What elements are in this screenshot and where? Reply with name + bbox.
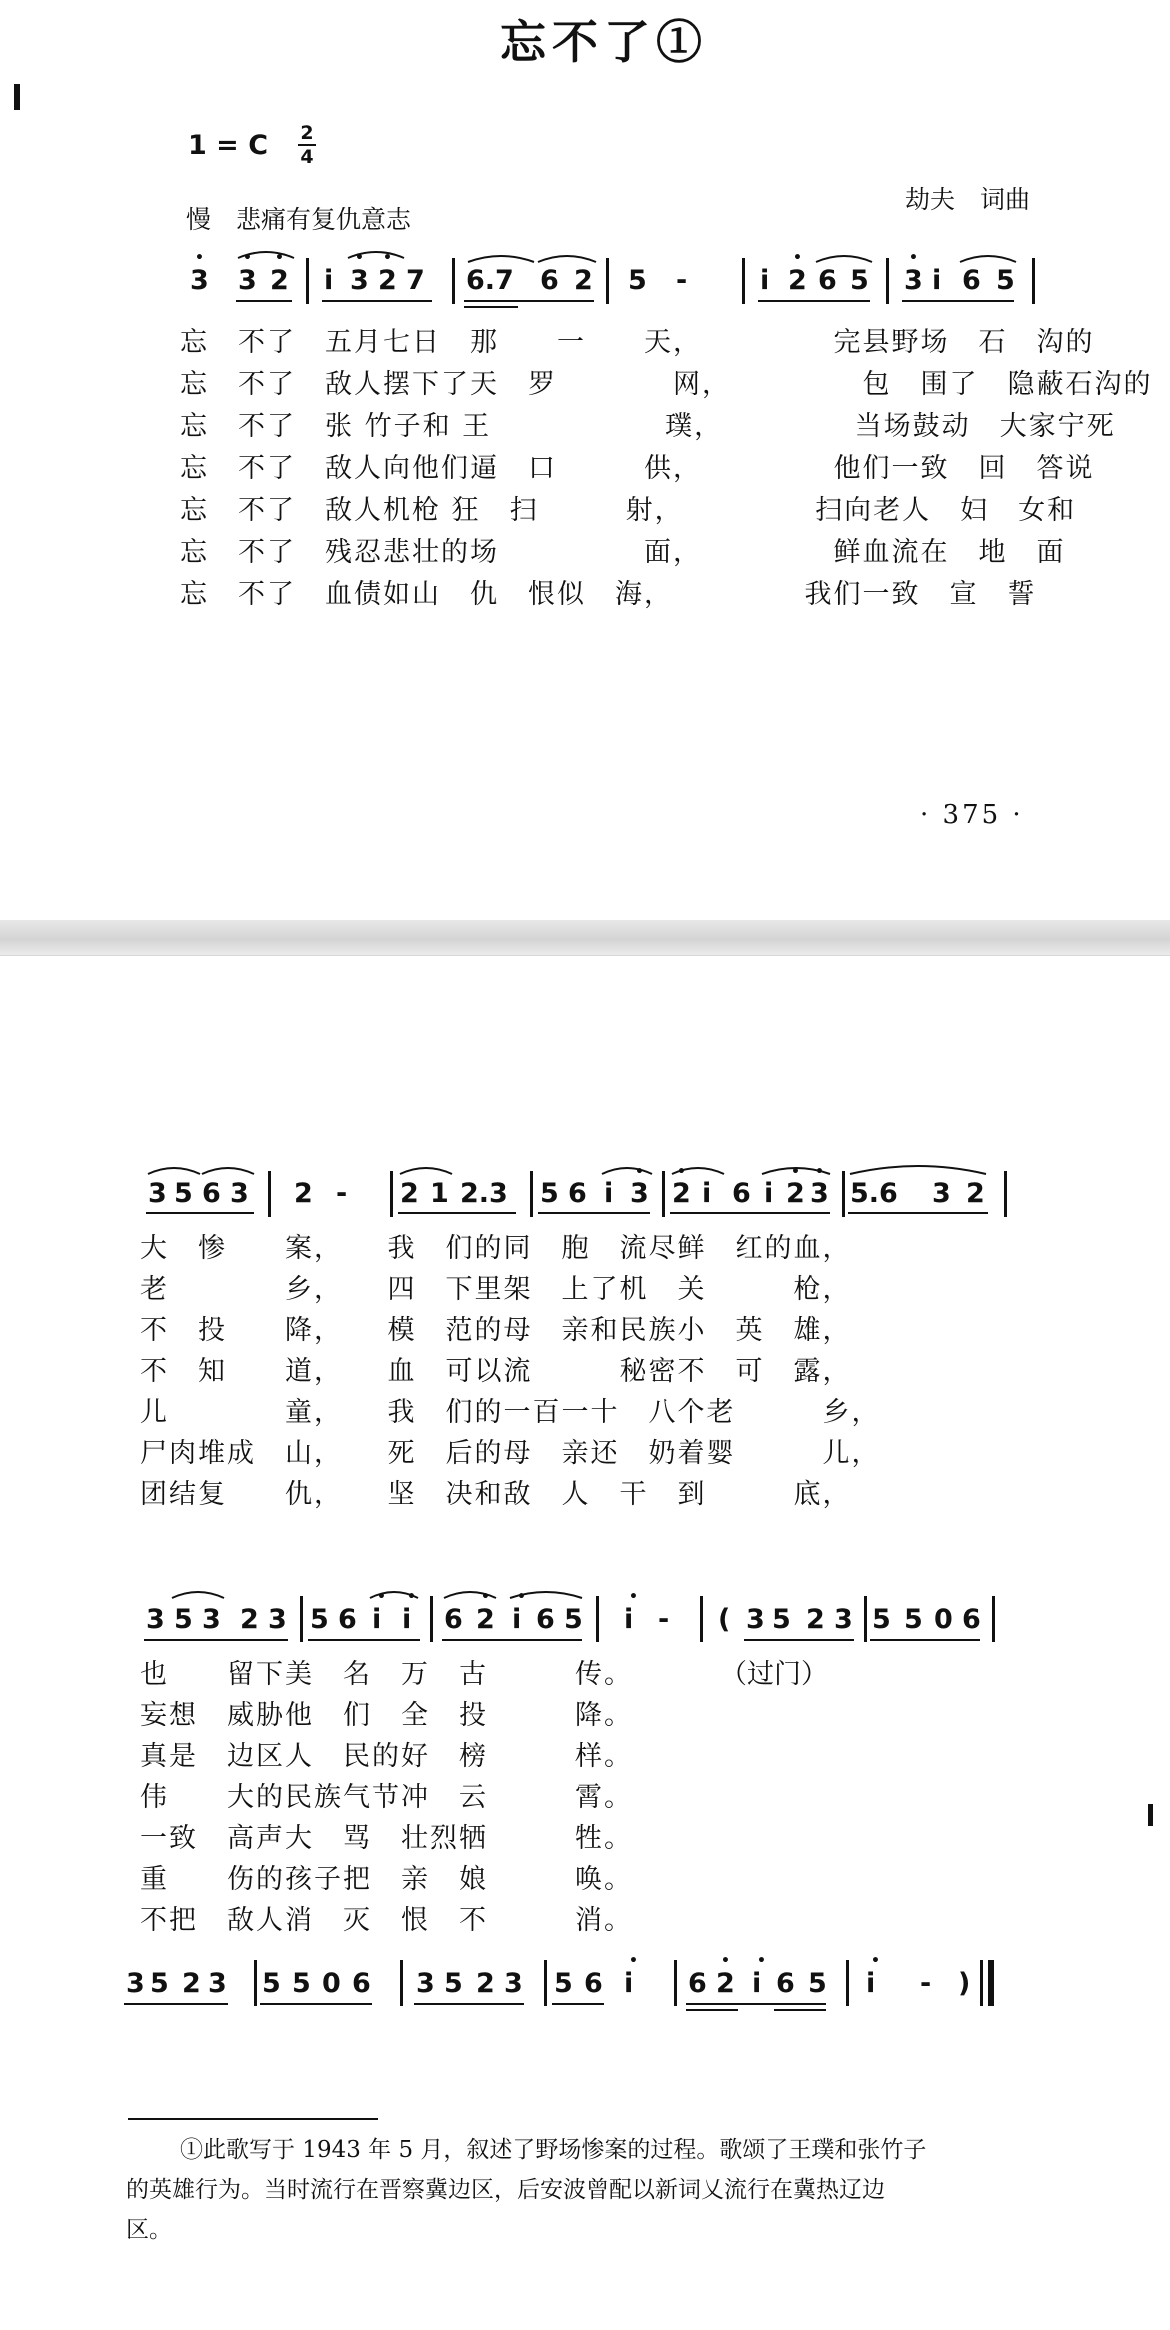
note: 6: [818, 265, 837, 296]
note: 3: [148, 1178, 167, 1209]
note: 7: [406, 265, 425, 296]
note: 5: [554, 1968, 573, 1999]
slur: [536, 250, 598, 264]
beam-line: [464, 300, 594, 302]
note: 6: [444, 1604, 463, 1635]
note: 0: [322, 1968, 341, 1999]
note: 3: [630, 1178, 649, 1209]
note: 3: [504, 1968, 523, 1999]
beam-line: [414, 2003, 524, 2005]
footnote-line-3: 区。: [126, 2217, 172, 2243]
beam-line: [758, 300, 870, 302]
octave-dot: •: [793, 250, 802, 266]
note: (: [718, 1604, 731, 1635]
note: 0: [934, 1604, 953, 1635]
octave-dot: •: [243, 250, 252, 266]
note: 6: [536, 1604, 555, 1635]
time-signature-top: 2: [300, 122, 314, 144]
barline: [400, 1960, 403, 2006]
note: 2: [378, 265, 397, 296]
lyric-line-1: 大 惨 案， 我 们的同 胞 流尽鲜 红的血，: [140, 1233, 852, 1264]
note: i: [324, 265, 334, 296]
octave-dot: •: [629, 1953, 638, 1969]
note: i: [372, 1604, 382, 1635]
note: 2: [240, 1604, 259, 1635]
note: 5.6: [850, 1178, 898, 1209]
barline: [306, 258, 309, 304]
lyric-line-4: 不 知 道， 血 可以流 秘密不 可 露，: [140, 1356, 852, 1387]
note: 5: [904, 1604, 923, 1635]
octave-dot: •: [815, 1164, 824, 1180]
note: 5: [444, 1968, 463, 1999]
lyric-line-3: 真是 边区人 民的好 榜 样。: [140, 1741, 633, 1772]
lyric-line-2: 忘 不了 敌人摆下了天 罗 网， 包 围了 隐蔽石沟的: [180, 369, 1153, 400]
footnote-line-1: ①此歌写于 1943 年 5 月，叙述了野场惨案的过程。歌颂了王璞和张竹子: [180, 2137, 927, 2163]
key-signature: 1 = C: [188, 130, 269, 161]
note: 3: [810, 1178, 829, 1209]
lyric-line-1: 忘 不了 五月七日 那 一 天， 完县野场 石 沟的: [180, 327, 1095, 358]
note: 3: [932, 1178, 951, 1209]
barline: [674, 1960, 677, 2006]
lyric-line-6: 重 伤的孩子把 亲 娘 唤。: [140, 1864, 633, 1895]
note: 6: [962, 1604, 981, 1635]
note: 2: [294, 1178, 313, 1209]
final-barline: [988, 1960, 994, 2006]
note: 6: [732, 1178, 751, 1209]
note: i: [402, 1604, 412, 1635]
note: 2: [806, 1604, 825, 1635]
tempo-marking: 慢 悲痛有复仇意志: [186, 205, 412, 234]
note: 2: [270, 265, 289, 296]
lyric-line-4: 伟 大的民族气节冲 云 霄。: [140, 1782, 633, 1813]
note: 2.3: [460, 1178, 508, 1209]
note: 5: [292, 1968, 311, 1999]
notation-staff: [0, 0, 1170, 320]
note: 3: [416, 1968, 435, 1999]
octave-dot: •: [635, 1164, 644, 1180]
score-page-375: [0, 0, 1170, 921]
note: 3: [834, 1604, 853, 1635]
octave-dot: •: [355, 250, 364, 266]
slur: [814, 250, 874, 264]
barline: [606, 258, 609, 304]
barline: [846, 1960, 849, 2006]
octave-dot: •: [757, 1953, 766, 1969]
barline: [544, 1960, 547, 2006]
octave-dot: •: [383, 250, 392, 266]
barline: [1032, 258, 1035, 304]
note: 6.7: [466, 265, 514, 296]
beam-line: [464, 306, 518, 308]
note: i: [604, 1178, 614, 1209]
note: 6: [584, 1968, 603, 1999]
lyric-line-3: 不 投 降， 模 范的母 亲和民族小 英 雄，: [140, 1315, 852, 1346]
beam-line: [322, 300, 432, 302]
note: i: [752, 1968, 762, 1999]
note: 2: [786, 1178, 805, 1209]
page-number: · 375 ·: [920, 800, 1024, 830]
note: 5: [872, 1604, 891, 1635]
notation-staff-3: [0, 956, 1170, 2046]
note: i: [624, 1604, 634, 1635]
note: -: [920, 1968, 932, 1999]
lyric-line-5: 儿 童， 我 们的一百一十 八个老 乡，: [140, 1397, 881, 1428]
barline: [452, 258, 455, 304]
note: i: [764, 1178, 774, 1209]
slur: [958, 250, 1018, 264]
time-signature-bottom: 4: [300, 146, 314, 168]
note: 3: [146, 1604, 165, 1635]
note: 5: [150, 1968, 169, 1999]
lyric-line-3: 忘 不了 张 竹子和 王 璞， 当场鼓动 大家宁死: [180, 411, 1116, 442]
note: 3: [230, 1178, 249, 1209]
note: -: [336, 1178, 348, 1209]
slur: [466, 250, 536, 264]
octave-dot: •: [517, 1589, 526, 1605]
note: 6: [352, 1968, 371, 1999]
note: 6: [338, 1604, 357, 1635]
beam-line: [552, 2003, 604, 2005]
beam-line: [124, 2003, 228, 2005]
footnote-rule: [128, 2118, 378, 2120]
score-page-376: [0, 955, 1170, 2330]
note: i: [702, 1178, 712, 1209]
note: 2: [966, 1178, 985, 1209]
note: 5: [628, 265, 647, 296]
note: 3: [126, 1968, 145, 1999]
beam-line: [260, 2003, 372, 2005]
lyric-line-5: 忘 不了 敌人机枪 狂 扫 射， 扫向老人 妇 女和: [180, 495, 1077, 526]
octave-dot: •: [407, 1589, 416, 1605]
note: 6: [688, 1968, 707, 1999]
note: 5: [310, 1604, 329, 1635]
note: 6: [540, 265, 559, 296]
note: 5: [540, 1178, 559, 1209]
note: 5: [262, 1968, 281, 1999]
note: 2: [476, 1604, 495, 1635]
note: 3: [904, 265, 923, 296]
lyric-line-7: 忘 不了 血债如山 仇 恨似 海， 我们一致 宣 誓: [180, 579, 1037, 610]
lyric-line-6: 尸肉堆成 山， 死 后的母 亲还 奶着婴 儿，: [140, 1438, 881, 1469]
note: 3: [238, 265, 257, 296]
note: i: [624, 1968, 634, 1999]
octave-dot: •: [481, 1589, 490, 1605]
note: 2: [716, 1968, 735, 1999]
beam-line: [686, 2009, 738, 2011]
lyric-line-2: 老 乡， 四 下里架 上了机 关 枪，: [140, 1274, 852, 1305]
lyric-line-2: 妄想 威胁他 们 全 投 降。: [140, 1700, 633, 1731]
beam-line: [902, 300, 1014, 302]
barline: [254, 1960, 257, 2006]
lyric-line-5: 一致 高声大 骂 壮烈牺 牲。: [140, 1823, 633, 1854]
octave-dot: •: [275, 250, 284, 266]
note: ): [958, 1968, 971, 1999]
note: i: [512, 1604, 522, 1635]
note: 5: [996, 265, 1015, 296]
lyric-line-7: 团结复 仇， 坚 决和敌 人 干 到 底，: [140, 1479, 852, 1510]
song-title: 忘不了①: [500, 15, 708, 69]
note: 3: [190, 265, 209, 296]
beam-line: [236, 300, 292, 302]
note: 5: [174, 1178, 193, 1209]
octave-dot: •: [721, 1953, 730, 1969]
note: 6: [202, 1178, 221, 1209]
note: 5: [174, 1604, 193, 1635]
note: 2: [182, 1968, 201, 1999]
barline: [980, 1960, 983, 2006]
slur: [236, 246, 296, 260]
lyric-line-1: 也 留下美 名 万 古 传。: [140, 1659, 633, 1690]
note: 5: [850, 265, 869, 296]
lyric-line-4: 忘 不了 敌人向他们逼 口 供， 他们一致 回 答说: [180, 453, 1095, 484]
lyric-line-7: 不把 敌人消 灭 恨 不 消。: [140, 1905, 633, 1936]
note: -: [676, 265, 688, 296]
octave-dot: •: [677, 1164, 686, 1180]
note: 3: [350, 265, 369, 296]
note: 5: [564, 1604, 583, 1635]
note: i: [866, 1968, 876, 1999]
note: 2: [788, 265, 807, 296]
beam-line: [686, 2003, 826, 2005]
note: -: [658, 1604, 670, 1635]
note: 2: [574, 265, 593, 296]
note: 2: [400, 1178, 419, 1209]
note: 1: [430, 1178, 449, 1209]
note: 5: [772, 1604, 791, 1635]
note: 3: [208, 1968, 227, 1999]
note: 3: [746, 1604, 765, 1635]
note: i: [932, 265, 942, 296]
octave-dot: •: [377, 1589, 386, 1605]
note: 3: [268, 1604, 287, 1635]
octave-dot: •: [909, 250, 918, 266]
note: 3: [202, 1604, 221, 1635]
page-separator: [0, 920, 1170, 955]
octave-dot: •: [871, 1953, 880, 1969]
note: 6: [962, 265, 981, 296]
lyric-line-6: 忘 不了 残忍悲壮的场 面， 鲜血流在 地 面: [180, 537, 1066, 568]
note: 6: [776, 1968, 795, 1999]
beam-line: [774, 2009, 826, 2011]
author-credit: 劫夫 词曲: [905, 185, 1031, 214]
octave-dot: •: [629, 1589, 638, 1605]
slur: [346, 246, 406, 260]
interlude-label: （过门）: [720, 1659, 828, 1690]
footnote-line-2: 的英雄行为。当时流行在晋察冀边区，后安波曾配以新词乂流行在冀热辽边: [126, 2177, 885, 2203]
octave-dot: •: [195, 250, 204, 266]
note: 2: [672, 1178, 691, 1209]
note: 2: [476, 1968, 495, 1999]
note: 5: [808, 1968, 827, 1999]
note: 6: [568, 1178, 587, 1209]
barline: [742, 258, 745, 304]
note: i: [760, 265, 770, 296]
octave-dot: •: [791, 1164, 800, 1180]
barline: [886, 258, 889, 304]
